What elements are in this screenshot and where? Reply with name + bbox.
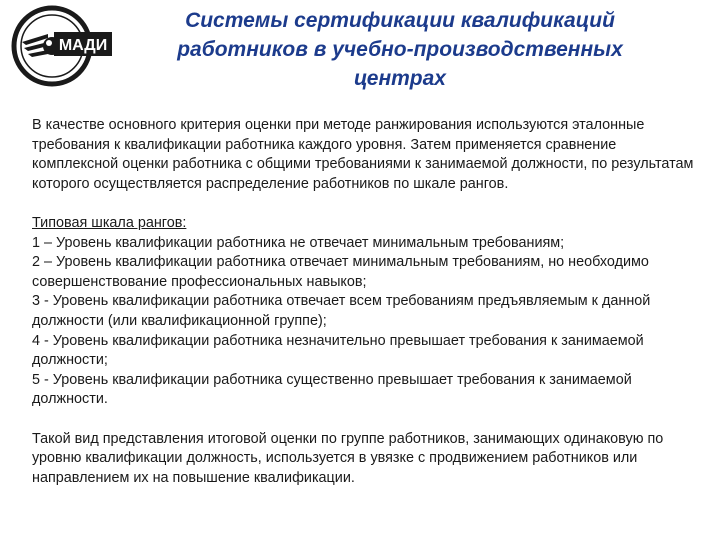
title-line-2: работников в учебно-производственных [177, 38, 623, 61]
rank-scale [32, 214, 704, 410]
rank-scale-item-3: 3 - Уровень квалификации работника отвечает всем требованиям предъявляемым к данной должности (или квалификационной группе); [32, 293, 651, 329]
closing-paragraph: Такой вид представления итоговой оценки по группе работников, занимающих одинаковую по уровню квалификации должность, используется в увязке с продвижением работников или направлением их на повышение квалификации. [32, 430, 664, 486]
rank-scale-title: Типовая шкала рангов: [32, 214, 187, 231]
rank-scale-item-5: 5 - Уровень квалификации работника существенно превышает требования к занимаемой должности. [32, 371, 632, 408]
logo-text: МАДИ [58, 37, 108, 54]
intro-paragraph: В качестве основного критерия оценки при методе ранжирования используются эталонные требования к квалификации работника каждого уровня. Затем применяется сравнение комплексной оценки работника с общими требованиями к занимаемой должности, по результатам которого осуществляется распределение работников по шкале рангов. [32, 117, 694, 192]
rank-scale-item-1: 1 – Уровень квалификации работника не отвечает минимальным требованиям; [32, 234, 565, 251]
page-title [120, 6, 680, 93]
slide-content [32, 116, 704, 508]
madi-emblem-icon [8, 4, 116, 88]
madi-logo [8, 4, 116, 88]
rank-scale-item-4: 4 - Уровень квалификации работника незначительно превышает требования к занимаемой должности; [32, 332, 644, 369]
rank-scale-item-2: 2 – Уровень квалификации работника отвечает минимальным требованиям, но необходимо совершенствование профессиональных навыков; [32, 254, 649, 290]
title-line-3: центрах [354, 67, 446, 90]
title-line-1: Системы сертификации квалификаций [185, 9, 615, 32]
